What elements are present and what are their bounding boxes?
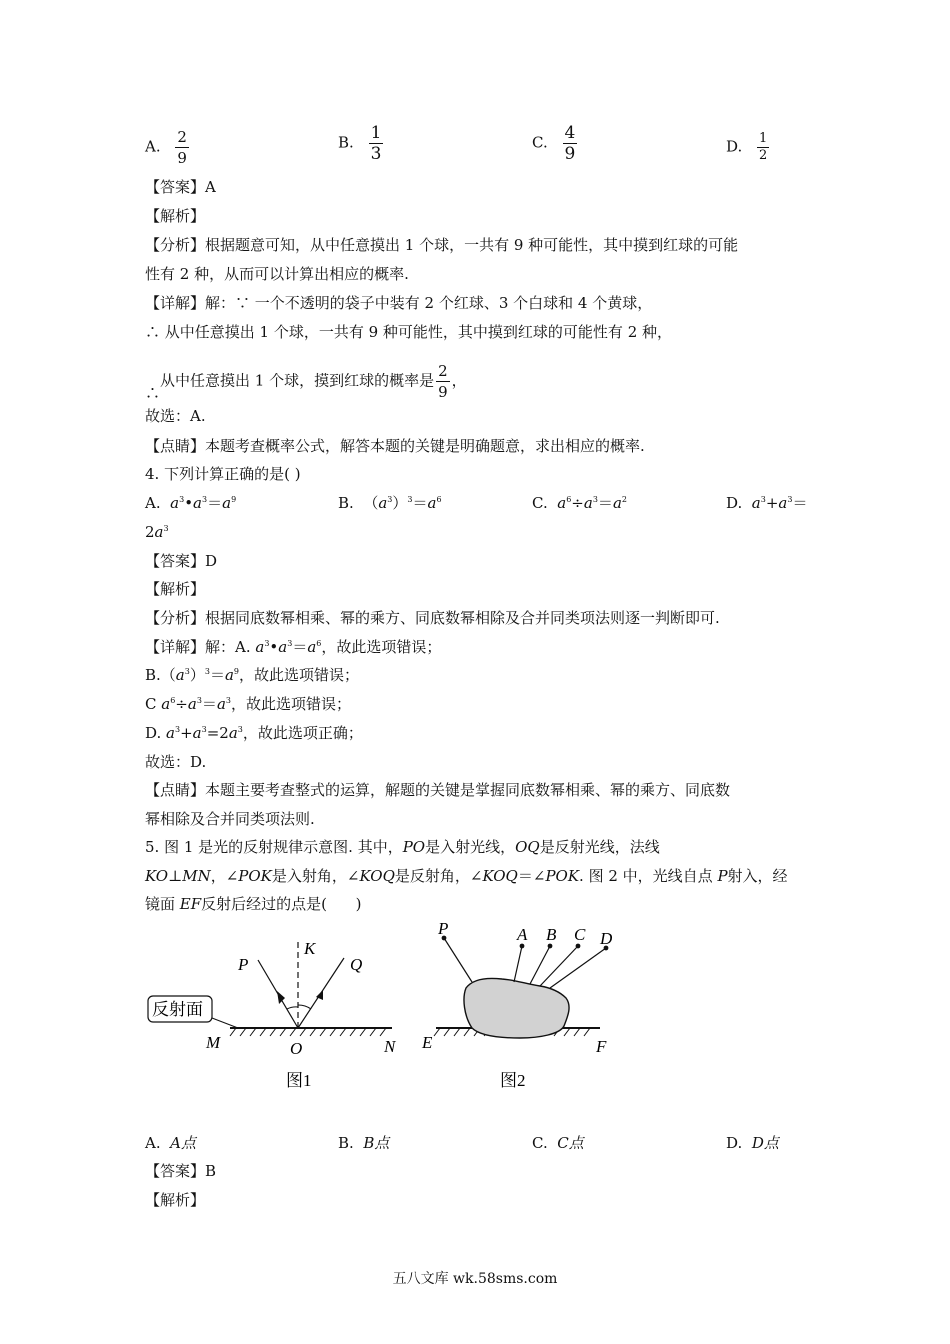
ray-a	[514, 946, 522, 982]
q3-fenxi-line-1: 【分析】根据题意可知，从中任意摸出 1 个球，一共有 9 种可能性，其中摸到红球的可能	[145, 236, 739, 254]
q3-option-b: B. $\frac{1}{3}$	[338, 123, 382, 164]
ray-c	[540, 946, 578, 986]
q4-option-d-continued: $2a^3$	[145, 523, 169, 541]
point-a	[520, 944, 525, 949]
label-e: E	[422, 1033, 433, 1052]
q5-analysis-heading: 【解析】	[145, 1191, 206, 1209]
angle-arc-left	[287, 1007, 298, 1009]
label-f: F	[596, 1037, 607, 1056]
fraction: $\frac{2}{9}$	[438, 362, 448, 401]
q5-answer: 【答案】B	[145, 1162, 217, 1180]
q3-answer: 【答案】A	[145, 178, 216, 196]
label-m: M	[206, 1033, 221, 1052]
ray-d	[550, 948, 606, 988]
q3-option-a: A. $\frac{2}{9}$	[145, 128, 187, 167]
label-p: P	[438, 920, 449, 938]
fraction: $\frac{1}{2}$	[759, 131, 768, 163]
footer-watermark: 五八文库 wk.58sms.com	[392, 1271, 558, 1287]
q4-option-c: C. $a^6\div a^3=a^2$	[532, 494, 627, 512]
q5-option-d: D. D点	[726, 1134, 779, 1152]
ray-p	[444, 938, 472, 982]
label-k: K	[304, 939, 316, 958]
q3-option-c: C. $\frac{4}{9}$	[532, 123, 576, 164]
q4-xiangjie-line-3: C $a^6\div a^3=a^3$，故此选项错误；	[145, 695, 351, 713]
q4-stem: 4. 下列计算正确的是( )	[145, 465, 301, 483]
q3-analysis-heading: 【解析】	[145, 207, 206, 225]
label-q: Q	[350, 955, 363, 974]
angle-arc-right	[298, 1005, 311, 1009]
q5-stem-line-1: 5. 图 1 是光的反射规律示意图. 其中，PO是入射光线，OQ是反射光线，法线	[145, 838, 660, 856]
point-c	[576, 944, 581, 949]
point-b	[548, 944, 553, 949]
figure-2	[421, 920, 613, 1090]
figure-1	[148, 939, 397, 1090]
q3-xiangjie-line-1: 【详解】解：∵ 一个不透明的袋子中装有 2 个红球、3 个白球和 4 个黄球，	[145, 294, 653, 312]
q5-stem-line-2: KO⊥MN，∠POK是入射角，∠KOQ是反射角，∠KOQ＝∠POK. 图 2 中，光线自点 P射入，经	[145, 867, 788, 885]
q4-dianjing-line-1: 【点睛】本题主要考查整式的运算，解题的关键是掌握同底数幂相乘、幂的乘方、同底数	[145, 781, 731, 799]
incident-arrow	[277, 991, 285, 1004]
fraction: $\frac{2}{9}$	[177, 128, 187, 167]
q3-choice: 故选：A.	[145, 407, 206, 425]
reflective-surface-label: 反射面	[152, 1000, 203, 1019]
label-a: A	[517, 925, 528, 944]
fraction: $\frac{4}{9}$	[564, 123, 576, 164]
q4-answer: 【答案】D	[145, 552, 218, 570]
rock-shape	[464, 978, 569, 1038]
label-c: C	[574, 925, 586, 944]
fraction: $\frac{1}{3}$	[370, 123, 382, 164]
q3-fenxi-line-2: 性有 2 种，从而可以计算出相应的概率.	[145, 265, 409, 283]
figure-2-caption: 图2	[500, 1071, 526, 1090]
q4-option-b: B. $(a^3)^3=a^6$	[338, 494, 442, 512]
q4-xiangjie-line-4: D. $a^3+a^3=2a^3$，故此选项正确；	[145, 724, 363, 742]
q5-option-c: C. C点	[532, 1134, 584, 1152]
q5-option-a: A. A点	[145, 1134, 196, 1152]
q5-stem-line-3: 镜面 EF反射后经过的点是( )	[145, 895, 362, 913]
q4-fenxi: 【分析】根据同底数幂相乘、幂的乘方、同底数幂相除及合并同类项法则逐一判断即可.	[145, 609, 720, 627]
q3-xiangjie-line-2: ∴ 从中任意摸出 1 个球，一共有 9 种可能性，其中摸到红球的可能性有 2 种，	[145, 323, 673, 341]
q4-analysis-heading: 【解析】	[145, 580, 206, 598]
q3-option-d: D. $\frac{1}{2}$	[726, 131, 768, 163]
therefore-symbol: ∴	[145, 383, 161, 402]
q3-xiangjie-line-3: ∴从中任意摸出 1 个球，摸到红球的概率是 $\frac{2}{9}$ ，	[145, 362, 467, 402]
q3-dianjing: 【点睛】本题考查概率公式，解答本题的关键是明确题意，求出相应的概率.	[145, 437, 645, 455]
q4-xiangjie-line-1: 【详解】解：A. $a^3•a^3=a^6$，故此选项错误；	[145, 638, 442, 656]
label-p: P	[238, 955, 249, 974]
q5-option-b: B. B点	[338, 1134, 390, 1152]
label-d: D	[600, 929, 613, 948]
q4-dianjing-line-2: 幂相除及合并同类项法则.	[145, 810, 315, 828]
figure-1-caption: 图1	[286, 1071, 312, 1090]
q4-xiangjie-line-2: $B.(a^3)^3=a^9$，故此选项错误；	[145, 666, 360, 684]
label-b: B	[546, 925, 557, 944]
label-n: N	[384, 1037, 396, 1056]
q5-figures	[140, 920, 620, 1100]
q4-choice: 故选：D.	[145, 753, 207, 771]
q4-option-a: A. $a^3•a^3=a^9$	[145, 494, 237, 512]
label-o: O	[290, 1039, 303, 1058]
q4-option-d: D. $a^3+a^3=$	[726, 494, 808, 512]
